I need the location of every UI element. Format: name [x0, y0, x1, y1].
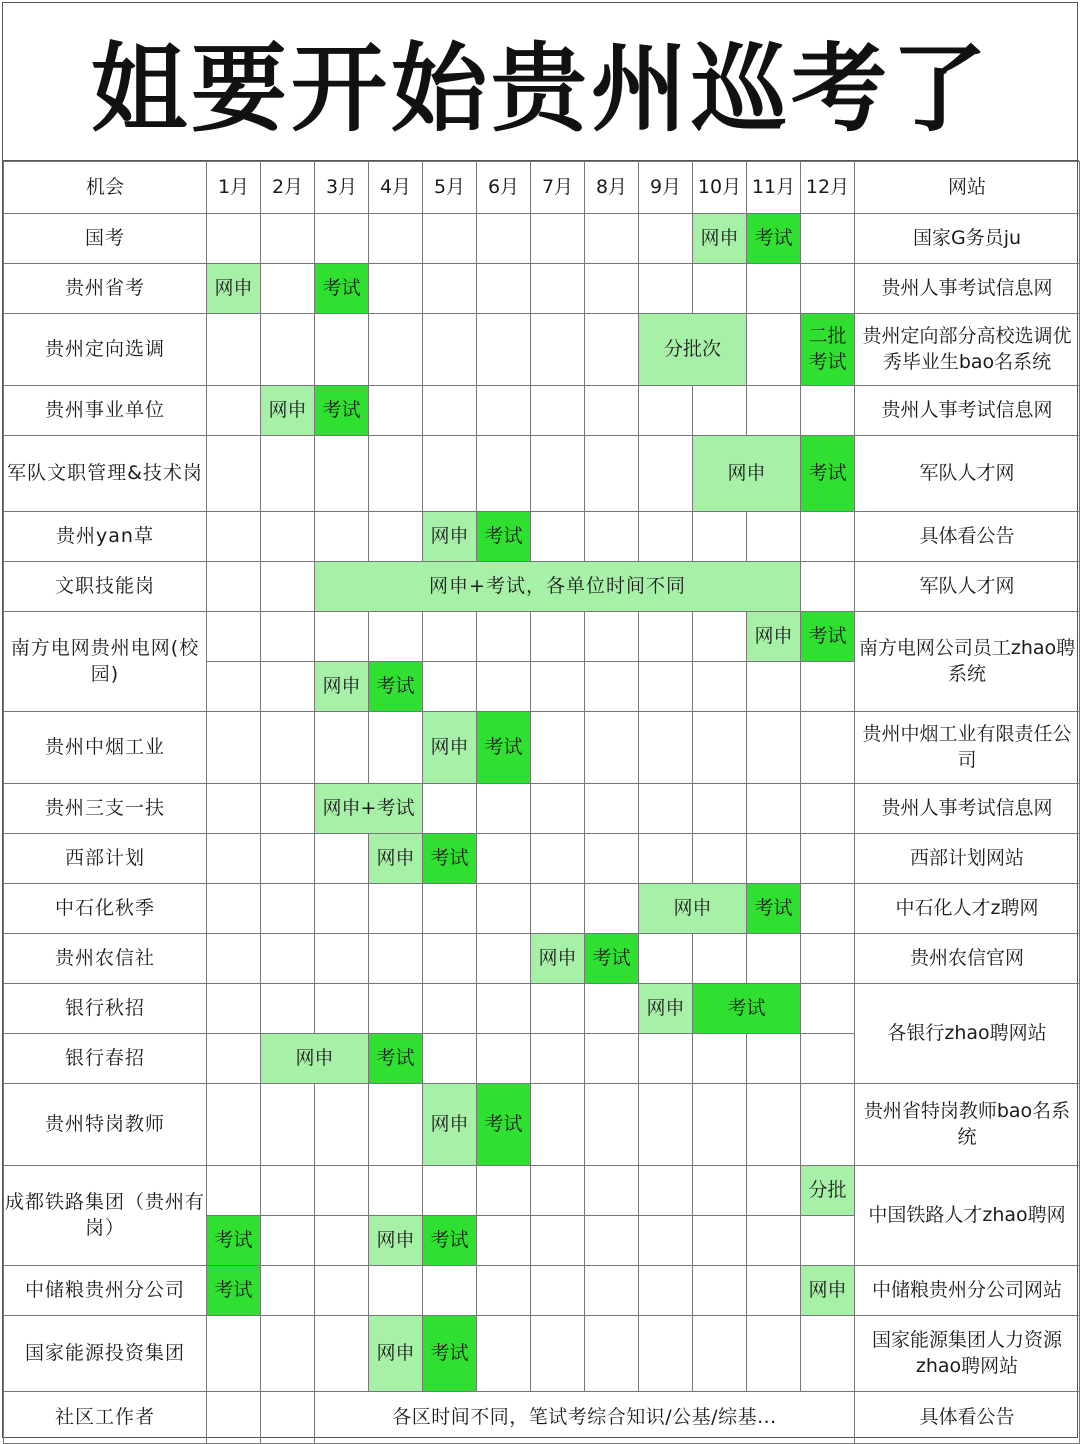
- row-name: 贵州农信社: [4, 934, 207, 984]
- table-row: [4, 1266, 1080, 1316]
- table-row: [4, 984, 1080, 1034]
- exam-cell: 考试: [801, 612, 855, 662]
- header-row: [4, 162, 1080, 214]
- row-name: 国考: [4, 214, 207, 264]
- row-name: 中储粮贵州分公司: [4, 1266, 207, 1316]
- header-opportunity: 机会: [4, 162, 207, 214]
- header-month: 5月: [423, 162, 477, 214]
- row-name: 银行秋招: [4, 984, 207, 1034]
- apply-cell: 分批次: [639, 314, 747, 386]
- exam-cell: 考试: [207, 1216, 261, 1266]
- row-site: 贵州人事考试信息网: [855, 386, 1080, 436]
- table-row: [4, 934, 1080, 984]
- table-row: [4, 712, 1080, 784]
- table-row: [4, 512, 1080, 562]
- apply-cell: 网申: [207, 264, 261, 314]
- row-name: 西部计划: [4, 834, 207, 884]
- row-name: 贵州中烟工业: [4, 712, 207, 784]
- row-name: 军队文职管理&技术岗: [4, 436, 207, 512]
- page-title: 姐要开始贵州巡考了: [3, 3, 1079, 161]
- table-row: [4, 314, 1080, 386]
- apply-cell: 网申: [693, 436, 801, 512]
- table-row: [4, 386, 1080, 436]
- table-row: [4, 214, 1080, 264]
- row-name: 南方电网贵州电网(校园): [4, 612, 207, 712]
- table-row: [4, 436, 1080, 512]
- row-site: 中石化人才z聘网: [855, 884, 1080, 934]
- header-month: 3月: [315, 162, 369, 214]
- row-site: 中国铁路人才zhao聘网: [855, 1166, 1080, 1266]
- apply-cell: 网申: [315, 662, 369, 712]
- header-month: 2月: [261, 162, 315, 214]
- exam-cell: 考试: [477, 712, 531, 784]
- row-name: 文职技能岗: [4, 562, 207, 612]
- header-month: 7月: [531, 162, 585, 214]
- exam-cell: 考试: [423, 1316, 477, 1392]
- exam-cell: 考试: [369, 662, 423, 712]
- exam-schedule-table: [3, 161, 1080, 1444]
- exam-cell: 考试: [693, 984, 801, 1034]
- header-month: 8月: [585, 162, 639, 214]
- apply-cell: 网申: [639, 984, 693, 1034]
- exam-cell: 考试: [477, 512, 531, 562]
- exam-cell: 考试: [315, 386, 369, 436]
- row-site: 中储粮贵州分公司网站: [855, 1266, 1080, 1316]
- table-row: [4, 612, 1080, 662]
- apply-cell: 网申: [261, 1034, 369, 1084]
- exam-cell: 考试: [585, 934, 639, 984]
- row-name: 贵州yan草: [4, 512, 207, 562]
- exam-cell: 考试: [747, 884, 801, 934]
- exam-cell: 考试: [207, 1266, 261, 1316]
- exam-cell: 考试: [369, 1034, 423, 1084]
- row-site: 国家能源集团人力资源zhao聘网站: [855, 1316, 1080, 1392]
- apply-cell: 网申: [423, 712, 477, 784]
- row-name: 国家能源投资集团: [4, 1316, 207, 1392]
- table-row: [4, 1392, 1080, 1444]
- table-row: [4, 884, 1080, 934]
- header-month: 4月: [369, 162, 423, 214]
- apply-cell: 网申: [369, 834, 423, 884]
- row-name: 贵州省考: [4, 264, 207, 314]
- row-name: 银行春招: [4, 1034, 207, 1084]
- row-site: 各银行zhao聘网站: [855, 984, 1080, 1084]
- apply-cell: 网申: [747, 612, 801, 662]
- table-row: [4, 1166, 1080, 1216]
- apply-cell: 网申: [369, 1216, 423, 1266]
- apply-cell: 网申: [423, 512, 477, 562]
- row-site: 具体看公告: [855, 1392, 1080, 1444]
- row-name: 贵州定向选调: [4, 314, 207, 386]
- apply-cell: 网申: [639, 884, 747, 934]
- row-site: 西部计划网站: [855, 834, 1080, 884]
- schedule-page: [2, 2, 1078, 1438]
- exam-cell: 考试: [477, 1084, 531, 1166]
- header-month: 6月: [477, 162, 531, 214]
- table-row: [4, 1084, 1080, 1166]
- row-name: 中石化秋季: [4, 884, 207, 934]
- row-name: 成都铁路集团（贵州有岗）: [4, 1166, 207, 1266]
- table-row: [4, 562, 1080, 612]
- exam-cell: 考试: [423, 834, 477, 884]
- row-site: 贵州中烟工业有限责任公司: [855, 712, 1080, 784]
- exam-cell: 考试: [315, 264, 369, 314]
- table-row: [4, 264, 1080, 314]
- note-span: 各区时间不同，笔试考综合知识/公基/综基...: [315, 1392, 855, 1444]
- table-row: [4, 784, 1080, 834]
- apply-exam-span: 网申+考试，各单位时间不同: [315, 562, 801, 612]
- row-site: 军队人才网: [855, 562, 1080, 612]
- row-site: 贵州定向部分高校选调优秀毕业生bao名系统: [855, 314, 1080, 386]
- row-name: 贵州特岗教师: [4, 1084, 207, 1166]
- row-site: 贵州人事考试信息网: [855, 784, 1080, 834]
- header-site: 网站: [855, 162, 1080, 214]
- exam-cell: 考试: [801, 436, 855, 512]
- row-site: 贵州省特岗教师bao名系统: [855, 1084, 1080, 1166]
- apply-cell: 网申: [261, 386, 315, 436]
- table-row: [4, 834, 1080, 884]
- apply-cell: 分批: [801, 1166, 855, 1216]
- row-site: 南方电网公司员工zhao聘系统: [855, 612, 1080, 712]
- header-month: 1月: [207, 162, 261, 214]
- apply-cell: 网申: [531, 934, 585, 984]
- header-month: 9月: [639, 162, 693, 214]
- header-month: 10月: [693, 162, 747, 214]
- row-site: 贵州人事考试信息网: [855, 264, 1080, 314]
- exam-cell: 考试: [423, 1216, 477, 1266]
- header-month: 12月: [801, 162, 855, 214]
- row-name: 贵州事业单位: [4, 386, 207, 436]
- row-site: 贵州农信官网: [855, 934, 1080, 984]
- apply-exam-span: 网申+考试: [315, 784, 423, 834]
- apply-cell: 网申: [369, 1316, 423, 1392]
- apply-cell: 网申: [423, 1084, 477, 1166]
- row-name: 贵州三支一扶: [4, 784, 207, 834]
- header-month: 11月: [747, 162, 801, 214]
- apply-cell: 网申: [801, 1266, 855, 1316]
- row-name: 社区工作者: [4, 1392, 207, 1444]
- apply-cell: 网申: [693, 214, 747, 264]
- row-site: 具体看公告: [855, 512, 1080, 562]
- table-row: [4, 1316, 1080, 1392]
- exam-cell: 考试: [747, 214, 801, 264]
- exam-cell: 二批考试: [801, 314, 855, 386]
- row-site: 国家G务员ju: [855, 214, 1080, 264]
- row-site: 军队人才网: [855, 436, 1080, 512]
